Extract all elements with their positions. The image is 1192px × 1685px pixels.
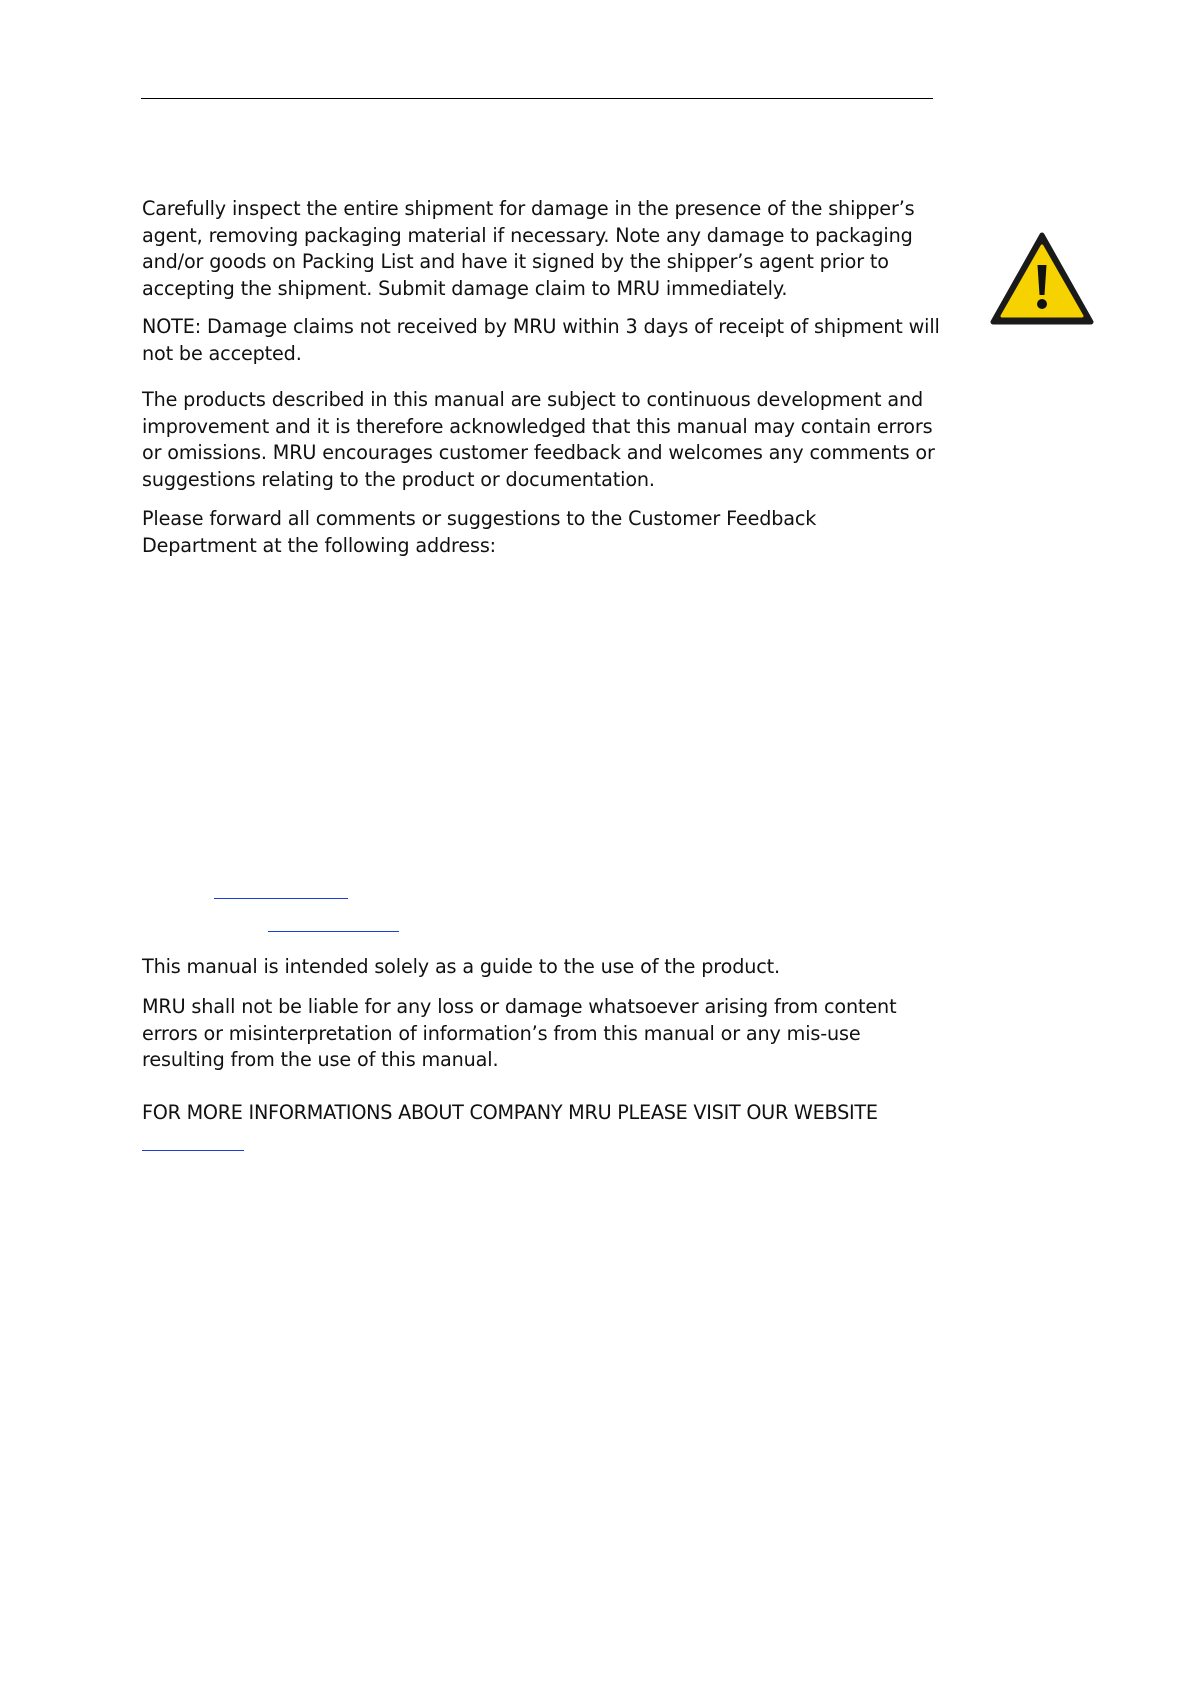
- warning-triangle-icon: [990, 232, 1094, 326]
- header-rule: [141, 98, 933, 99]
- feedback-forward-paragraph: Please forward all comments or suggestions to the Customer Feedback Department at the following address:: [142, 507, 817, 557]
- email-link[interactable]: [214, 898, 348, 899]
- more-info-paragraph: FOR MORE INFORMATIONS ABOUT COMPANY MRU PLEASE VISIT OUR WEBSITE: [142, 1101, 878, 1124]
- damage-claim-note: NOTE: Damage claims not received by MRU within 3 days of receipt of shipment will not be accepted.: [142, 315, 940, 365]
- inspection-paragraph: Carefully inspect the entire shipment for damage in the presence of the shipper’s agent, removing packaging material if necessary. Note any damage to packaging and/or goods on Packing List and have it signed by the shipper’s agent prior to accepting the shipment. Submit damage claim to MRU immediately.: [142, 197, 915, 300]
- secondary-link[interactable]: [268, 931, 399, 932]
- product-development-paragraph: The products described in this manual are subject to continuous development and improvement and it is therefore acknowledged that this manual may contain errors or omissions. MRU encourages customer feedback and welcomes any comments or suggestions relating to the product or documentation.: [142, 388, 935, 491]
- website-link[interactable]: [142, 1150, 244, 1151]
- liability-paragraph: MRU shall not be liable for any loss or damage whatsoever arising from content errors or misinterpretation of information’s from this manual or any mis-use resulting from the use of this manual.: [142, 995, 897, 1072]
- guide-paragraph: This manual is intended solely as a guide to the use of the product.: [142, 955, 780, 978]
